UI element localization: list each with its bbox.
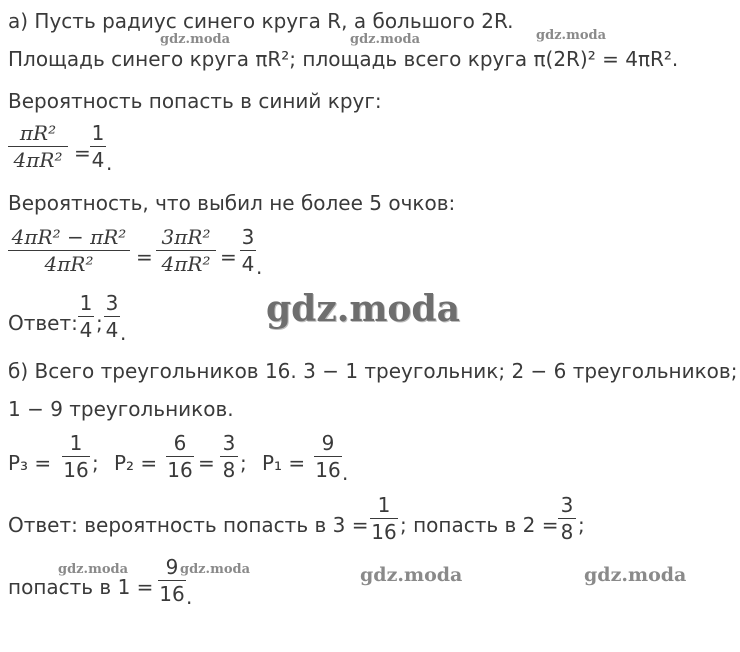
watermark-text: gdz.moda [360, 564, 463, 586]
p1-label: P₁ = [262, 451, 306, 475]
fraction-three-quarters [240, 226, 256, 275]
denominator: 16 [167, 458, 193, 482]
watermark-text-large: gdz.moda [266, 288, 460, 330]
fraction-bar [104, 316, 120, 317]
answer-fraction-2 [104, 292, 120, 341]
p2-fraction [166, 432, 194, 481]
denominator: 8 [222, 458, 236, 482]
numerator: 4πR² − πR² [11, 225, 127, 249]
denominator: 16 [159, 582, 185, 606]
fraction-bar [220, 456, 238, 457]
fraction-bar [62, 456, 90, 457]
part-b-line1: б) Всего треугольников 16. 3 − 1 треугольник; 2 − 6 треугольников; [8, 359, 738, 383]
equals-sign: = [198, 451, 215, 475]
p2-label: P₂ = [114, 451, 158, 475]
watermark-text: gdz.moda [58, 562, 129, 577]
p3-fraction [62, 432, 90, 481]
answer-b-text-2: ; попасть в 2 = [400, 513, 559, 537]
part-a-line4: Вероятность, что выбил не более 5 очков: [8, 191, 456, 215]
part-a-line3: Вероятность попасть в синий круг: [8, 89, 382, 113]
fraction-bar [156, 250, 216, 251]
p2-reduced-fraction [220, 432, 238, 481]
period: . [106, 151, 113, 175]
numerator: 9 [321, 431, 335, 455]
separator: ; [96, 311, 103, 335]
p3-label: P₃ = [8, 451, 52, 475]
numerator: 1 [79, 291, 93, 315]
fraction-bar [78, 316, 94, 317]
part-a-line2: Площадь синего круга πR²; площадь всего круга π(2R)² = 4πR². [8, 47, 679, 71]
watermark-text: gdz.moda [350, 32, 421, 47]
watermark-text: gdz.moda [160, 32, 231, 47]
separator: ; [92, 451, 99, 475]
fraction-bar [90, 146, 106, 147]
denominator: 4 [105, 318, 119, 342]
period: . [120, 321, 127, 345]
numerator: 6 [173, 431, 187, 455]
answer-label: Ответ: [8, 311, 78, 335]
numerator: πR² [19, 121, 57, 145]
p1-fraction [314, 432, 342, 481]
denominator: 16 [63, 458, 89, 482]
numerator: 1 [69, 431, 83, 455]
denominator: 4 [241, 252, 255, 276]
fraction-difference [8, 226, 130, 275]
equals-sign: = [136, 245, 153, 269]
answer-b-text-4: попасть в 1 = [8, 575, 154, 599]
fraction-bar [166, 456, 194, 457]
numerator: 1 [377, 493, 391, 517]
fraction-bar [558, 518, 576, 519]
numerator: 3 [241, 225, 255, 249]
separator: ; [240, 451, 247, 475]
equals-sign: = [220, 245, 237, 269]
fraction-bar [314, 456, 342, 457]
denominator: 4πR² [161, 252, 211, 276]
equals-sign: = [74, 141, 91, 165]
watermark-text: gdz.moda [536, 28, 607, 43]
watermark-text: gdz.moda [584, 564, 687, 586]
denominator: 4πR² [13, 148, 63, 172]
fraction-3pi-r2 [156, 226, 216, 275]
numerator: 3 [560, 493, 574, 517]
numerator: 3 [105, 291, 119, 315]
answer-b-text-3: ; [578, 513, 585, 537]
denominator: 4 [79, 318, 93, 342]
numerator: 3πR² [161, 225, 211, 249]
fraction-bar [370, 518, 398, 519]
fraction-bar [158, 580, 186, 581]
numerator: 1 [91, 121, 105, 145]
fraction-pi-r2-over-4pi-r2 [8, 122, 68, 171]
answer-b-text-1: Ответ: вероятность попасть в 3 = [8, 513, 369, 537]
denominator: 4πR² [44, 252, 94, 276]
answer-b-fraction-1 [370, 494, 398, 543]
answer-b-fraction-2 [558, 494, 576, 543]
period: . [256, 255, 263, 279]
part-a-line1: а) Пусть радиус синего круга R, а большого 2R. [8, 9, 514, 33]
denominator: 8 [560, 520, 574, 544]
numerator: 9 [165, 555, 179, 579]
denominator: 16 [315, 458, 341, 482]
fraction-one-quarter [90, 122, 106, 171]
numerator: 3 [222, 431, 236, 455]
period: . [186, 585, 193, 609]
fraction-bar [240, 250, 256, 251]
period: . [342, 461, 349, 485]
denominator: 4 [91, 148, 105, 172]
part-b-line2: 1 − 9 треугольников. [8, 397, 234, 421]
fraction-bar [8, 146, 68, 147]
denominator: 16 [371, 520, 397, 544]
fraction-bar [8, 250, 130, 251]
watermark-text: gdz.moda [180, 562, 251, 577]
answer-fraction-1 [78, 292, 94, 341]
